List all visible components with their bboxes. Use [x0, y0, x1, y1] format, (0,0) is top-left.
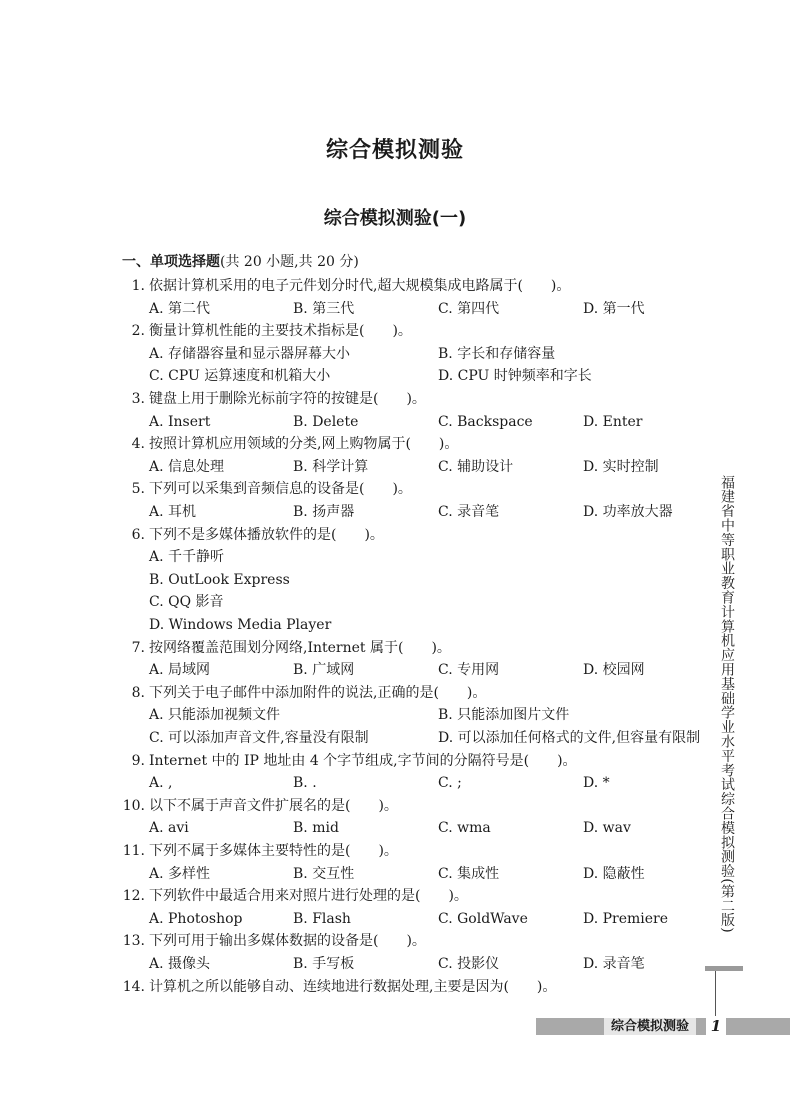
- question-option: B. .: [293, 775, 317, 791]
- question-option: C. 投影仪: [438, 956, 500, 972]
- question-option: A. 第二代: [149, 301, 211, 317]
- question-option: C. QQ 影音: [149, 594, 224, 610]
- question-text: 衡量计算机性能的主要技术指标是( )。: [149, 323, 412, 339]
- question-number: 11.: [122, 843, 145, 859]
- question-option: D. 可以添加任何格式的文件,但容量有限制: [438, 730, 701, 746]
- question-option: D. 第一代: [583, 301, 645, 317]
- side-line: [715, 971, 716, 1018]
- question-number: 4.: [131, 436, 145, 452]
- question-option: B. 只能添加图片文件: [438, 707, 570, 723]
- question-number: 1.: [131, 278, 145, 294]
- question-option: D. 录音笔: [583, 956, 645, 972]
- question-option: B. Flash: [293, 911, 351, 927]
- section-heading-label: 一、单项选择题: [122, 254, 220, 270]
- question-text: 下列关于电子邮件中添加附件的说法,正确的是( )。: [149, 685, 487, 701]
- question-option: A. 存储器容量和显示器屏幕大小: [149, 346, 351, 362]
- question-option: B. 广域网: [293, 662, 355, 678]
- question-stem: [122, 977, 557, 997]
- section-heading: [122, 252, 359, 272]
- question-option: D. wav: [583, 820, 631, 836]
- question-option: C. GoldWave: [438, 911, 528, 927]
- question-number: 9.: [131, 753, 145, 769]
- question-option: A. ,: [149, 775, 173, 791]
- question-option: A. Insert: [149, 414, 211, 430]
- question-option: C. 辅助设计: [438, 459, 514, 475]
- question-stem: [131, 751, 577, 771]
- question-stem: [131, 638, 451, 658]
- question-number: 3.: [131, 391, 145, 407]
- question-text: 以下不属于声音文件扩展名的是( )。: [149, 798, 398, 814]
- question-number: 7.: [131, 640, 145, 656]
- question-option: C. 第四代: [438, 301, 500, 317]
- question-stem: [131, 321, 412, 341]
- question-option: C. 录音笔: [438, 504, 500, 520]
- question-number: 12.: [122, 888, 145, 904]
- question-option: A. 局域网: [149, 662, 211, 678]
- question-option: C. wma: [438, 820, 491, 836]
- question-text: 依据计算机采用的电子元件划分时代,超大规模集成电路属于( )。: [149, 278, 571, 294]
- question-option: D. CPU 时钟频率和字长: [438, 368, 592, 384]
- question-option: B. 字长和存储容量: [438, 346, 556, 362]
- question-option: B. 科学计算: [293, 459, 369, 475]
- question-text: 计算机之所以能够自动、连续地进行数据处理,主要是因为( )。: [149, 979, 557, 995]
- footer-label: 综合模拟测验: [604, 1018, 696, 1035]
- question-option: B. Delete: [293, 414, 359, 430]
- question-number: 10.: [122, 798, 145, 814]
- question-option: A. 千千静听: [149, 549, 225, 565]
- question-option: A. 多样性: [149, 866, 211, 882]
- question-text: 下列不是多媒体播放软件的是( )。: [149, 527, 384, 543]
- question-number: 6.: [131, 527, 145, 543]
- question-number: 5.: [131, 481, 145, 497]
- question-number: 2.: [131, 323, 145, 339]
- question-text: 键盘上用于删除光标前字符的按键是( )。: [149, 391, 426, 407]
- question-option: D. 校园网: [583, 662, 645, 678]
- side-bar: [705, 966, 743, 971]
- question-option: A. 摄像头: [149, 956, 211, 972]
- question-option: A. Photoshop: [149, 911, 243, 927]
- question-option: C. 集成性: [438, 866, 500, 882]
- question-option: D. 功率放大器: [583, 504, 673, 520]
- question-option: A. 只能添加视频文件: [149, 707, 281, 723]
- question-text: 下列软件中最适合用来对照片进行处理的是( )。: [149, 888, 468, 904]
- question-text: 按网络覆盖范围划分网络,Internet 属于( )。: [149, 640, 451, 656]
- question-stem: [122, 841, 398, 861]
- question-option: D. *: [583, 775, 610, 791]
- question-number: 8.: [131, 685, 145, 701]
- question-number: 13.: [122, 933, 145, 949]
- question-option: C. ;: [438, 775, 462, 791]
- question-option: A. avi: [149, 820, 189, 836]
- question-option: B. OutLook Express: [149, 572, 290, 588]
- main-title: 综合模拟测验: [325, 138, 464, 163]
- question-option: A. 耳机: [149, 504, 197, 520]
- question-text: 下列可以采集到音频信息的设备是( )。: [149, 481, 412, 497]
- question-stem: [131, 683, 487, 703]
- question-option: B. mid: [293, 820, 339, 836]
- question-option: B. 第三代: [293, 301, 355, 317]
- question-option: B. 手写板: [293, 956, 355, 972]
- section-heading-note: (共 20 小题,共 20 分): [220, 254, 359, 270]
- question-text: 下列可用于输出多媒体数据的设备是( )。: [149, 933, 426, 949]
- page-number: 1: [706, 1016, 726, 1036]
- question-stem: [131, 525, 384, 545]
- question-stem: [122, 886, 468, 906]
- question-stem: [131, 479, 412, 499]
- question-stem: [131, 389, 426, 409]
- question-number: 14.: [122, 979, 145, 995]
- side-title: 福建省中等职业教育计算机应用基础学业水平考试综合模拟测验(第二版): [719, 475, 735, 934]
- question-stem: [122, 931, 426, 951]
- question-option: B. 扬声器: [293, 504, 355, 520]
- question-option: C. 专用网: [438, 662, 500, 678]
- question-text: 按照计算机应用领域的分类,网上购物属于( )。: [149, 436, 459, 452]
- question-text: Internet 中的 IP 地址由 4 个字节组成,字节间的分隔符号是( )。: [149, 753, 577, 769]
- question-option: D. Enter: [583, 414, 643, 430]
- question-option: B. 交互性: [293, 866, 355, 882]
- question-stem: [122, 796, 398, 816]
- question-option: D. Premiere: [583, 911, 669, 927]
- question-option: D. 隐蔽性: [583, 866, 645, 882]
- question-text: 下列不属于多媒体主要特性的是( )。: [149, 843, 398, 859]
- question-stem: [131, 276, 571, 296]
- question-option: C. CPU 运算速度和机箱大小: [149, 368, 331, 384]
- question-option: D. Windows Media Player: [149, 617, 332, 633]
- question-option: A. 信息处理: [149, 459, 225, 475]
- question-option: C. 可以添加声音文件,容量没有限制: [149, 730, 369, 746]
- question-option: C. Backspace: [438, 414, 533, 430]
- sub-title: 综合模拟测验(一): [323, 208, 467, 229]
- question-stem: [131, 434, 459, 454]
- question-option: D. 实时控制: [583, 459, 659, 475]
